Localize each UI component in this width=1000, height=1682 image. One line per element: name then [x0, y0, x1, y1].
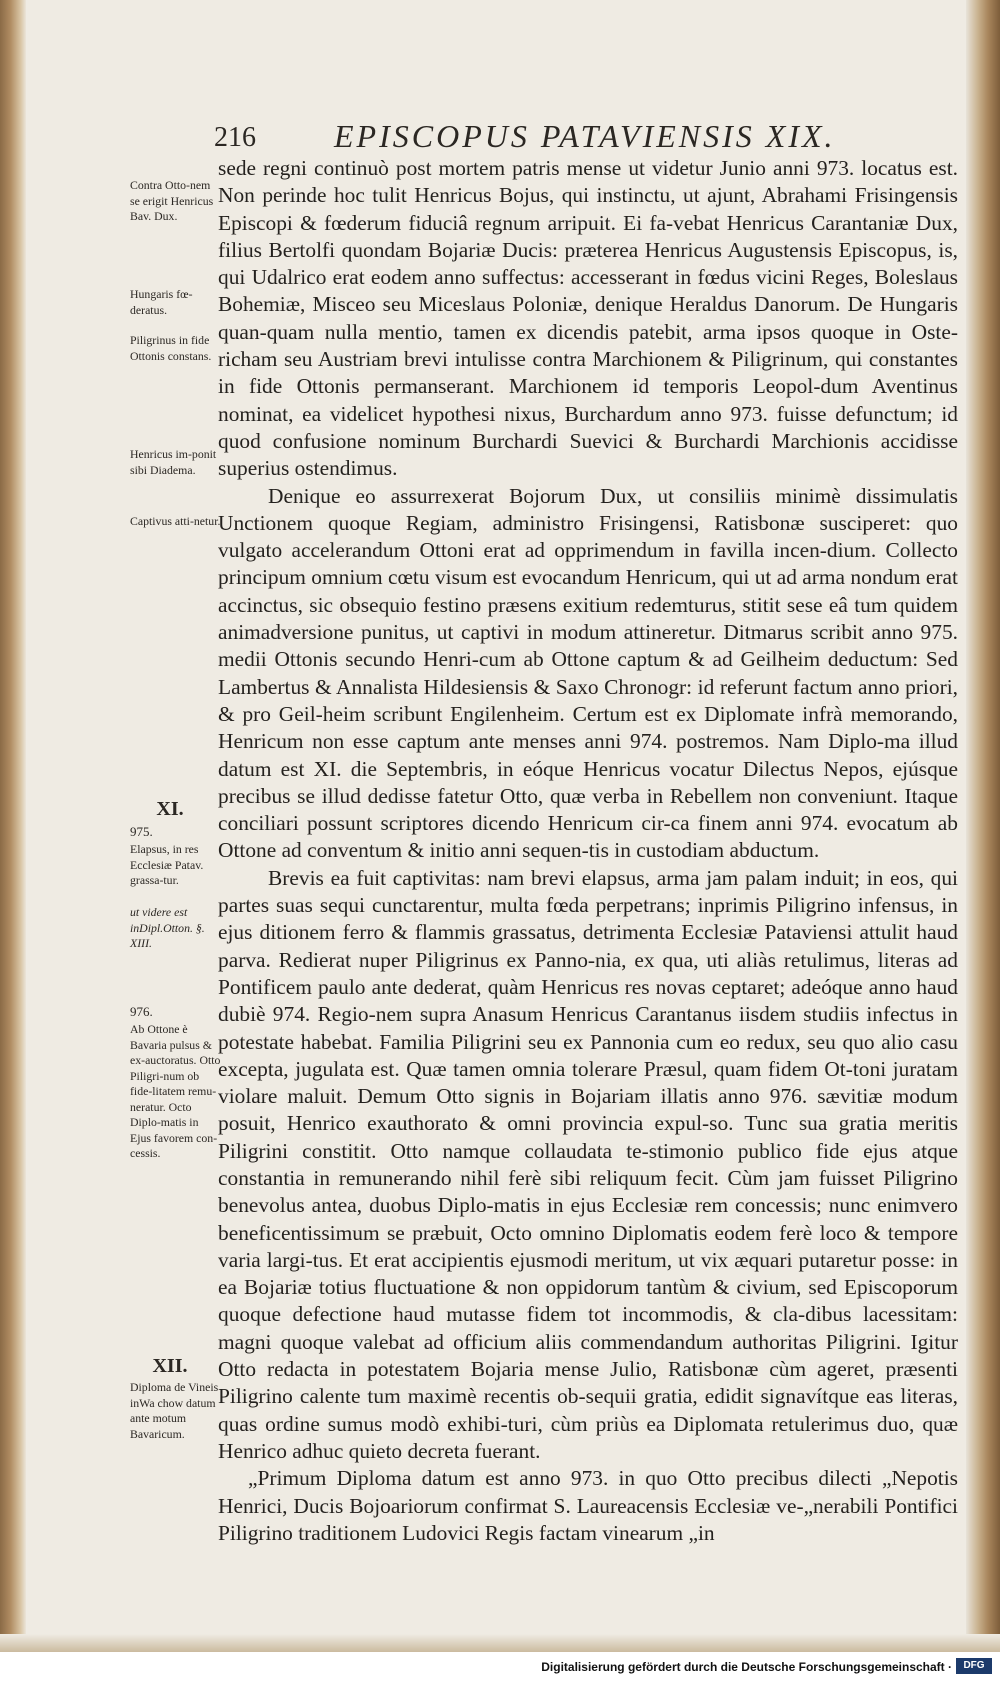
running-title: EPISCOPUS PATAVIENSIS XIX. [334, 118, 836, 154]
sidenote: Ab Ottone è Bavaria pulsus & ex-auctoratus. Otto Piligri-num ob fide-litatem remu-neratur. Octo Diplo-matis in Ejus favorem con-cessis. [130, 1022, 221, 1160]
sidenote: Captivus atti-netur. [130, 514, 221, 528]
page-number: 216 [214, 122, 256, 153]
page-edge [966, 0, 1000, 1652]
sidenote-reference: ut videre est inDipl.Otton. §. XIII. [130, 905, 205, 950]
sidenote-year: 976. [130, 1004, 153, 1019]
sidenote: Henricus im-ponit sibi Diadema. [130, 447, 217, 477]
paragraph: „Primum Diploma datum est anno 973. in quo Otto precibus dilecti „Nepotis Henrici, Ducis Bojoariorum confirmat S. Laureacensis Ecclesiæ ve-„nerabili Pontifici Piligrino traditionem Ludovici Regis factam vinearum „in [218, 1466, 958, 1545]
sidenote: Piligrinus in fide Ottonis constans. [130, 333, 212, 363]
section-number: XII. [152, 1355, 188, 1377]
sidenote-year: 975. [130, 824, 153, 839]
funding-credit: Digitalisierung gefördert durch die Deutsche Forschungsgemeinschaft · [541, 1660, 952, 1674]
paragraph: sede regni continuò post mortem patris mense ut videtur Junio anni 973. locatus est. Non perinde hoc tulit Henricus Bojus, qui instinctu, ut ajunt, Abrahami Frisingensis Episcopi & fœderum fiduciâ regnum arripuit. Ei fa-vebat Henricus Carantaniæ Dux, filius Bertolfi quondam Bojariæ Ducis: præterea Henricus Augustensis Episcopus, is, qui Udalrico erat eodem anno suffectus: accesserant in fœdus vicini Reges, Boleslaus Bohemiæ, Misceo seu Miceslaus Poloniæ, denique Heraldus Danorum. De Hungaris quan-quam nulla mentio, tamen ex dicendis patebit, arma ipsos quoque in Oste-richam seu Austriam brevi intulisse contra Marchionem & Piligrinum, qui constantes in fide Ottonis permanserant. Marchionem id temporis Leopol-dum Aventinus nominat, ea videlicet hypothesi nixus, Burchardum anno 973. fuisse defunctum; id quod confusione nominum Burchardi Suevici & Burchardi Marchionis accidisse superius ostendimus. [218, 156, 958, 481]
digitization-footer [0, 1652, 1000, 1682]
paragraph: Denique eo assurrexerat Bojorum Dux, ut consiliis minimè dissimulatis Unctionem quoque Regiam, administro Frisingensi, Ratisbonæ susciperet: quo vulgato accelerandum Ottoni erat ad opprimendum in favilla incen-dium. Collecto principum omnium cœtu visum est evocandum Henricum, qui ut ad arma nondum erat accinctus, sic obsequio festino præsens exitium redemturus, stitit sese eâ tum quidem animadversione punitus, ut captivi in modum attineretur. Ditmarus scribit anno 975. medii Ottonis secundo Henri-cum ab Ottone captum & ad Geilheim deductum: Sed Lambertus & Annalista Hildesiensis & Saxo Chronogr: id referunt factum anno priori, & pro Geil-heim scribunt Engilenheim. Certum est ex Diplomate infrà memorando, Henricum non esse captum ante menses anni 974. postremos. Nam Diplo-ma illud datum est XI. die Septembris, in eóque Henricus vocatur Dilectus Nepos, ejúsque precibus se illud dedisse fatetur Otto, quæ verba in Rebellem non conveniunt. Itaque conciliari possunt scriptores dicendo Henricum cir-ca finem anni 974. evocatum ab Ottone ad conventum & initio anni sequen-tis in custodiam abductum. [218, 483, 958, 863]
page-bottom-edge [0, 1634, 1000, 1652]
paragraph: Brevis ea fuit captivitas: nam brevi elapsus, arma jam palam induit; in eos, qui partes suas sequi cunctarentur, multa fœda perpetrans; inprimis Piligrino infensus, in ejus ditionem ferro & flammis grassatus, detrimenta Ecclesiæ Pataviensi attulit haud parva. Redierat nuper Piligrinus ex Panno-nia, ex qua, uti aliàs retulimus, literas ad Pontificem paulo ante dederat, quàm Henricus res novas ceptaret; adeóque anno haud dubiè 974. Regio-nem supra Anasum Henricus Carantanus iisdem studiis infectus in potestate habebat. Familia Piligrini seu ex Pannonia cum eo redux, seu quo alio casu excepta, jugulata est. Quæ tamen omnia tolerare Præsul, quam fidem Ot-toni juratam violare maluit. Demum Otto signis in Bojariam illatis anno 976. sævitiæ modum posuit, Henrico exauthorato & omni provincia expul-so. Tunc sua gratia meritis Piligrini constitit. Otto namque collaudata te-stimonio publico fide ejus atque constantia in remunerando nihil ferè sibi reliquum fecit. Cùm jam fuisset Piligrino benevolus antea, duobus Diplo-matis in ejus Ecclesiæ rem concessis; nunc enimvero beneficentissimum se præbuit, Octo omnino Diplomatis eodem ferè loco & tempore varia largi-tus. Et erat accipientis ejusmodi meritum, ut vix æquari putaretur posse: in ea Bojariæ totius fluctuatione & non oppidorum tantùm & civium, sed Episcoporum quoque defectione haud mutasse fidem tot incommodis, & cla-dibus lacessitam: magni quoque valebat ad officium aliis commendandum authoritas Piligrini. Igitur Otto redacta in potestatem Bojaria mense Julio, Ratisbonæ cùm ageret, præsenti Piligrino calente tum maximè recentis ob-sequii gratia, edidit signavítque eas literas, quas ordine sumus modò exhibi-turi, cùm priùs ea Diplomata retulerimus duo, quæ Henrico adhuc quieto decreta fuerant. [218, 865, 958, 1463]
section-number: XI. [156, 798, 184, 820]
sidenote: Elapsus, in res Ecclesiæ Patav. grassa-tur. [130, 842, 204, 887]
dfg-logo-icon: DFG [956, 1658, 992, 1674]
sidenote: Hungaris fœ-deratus. [130, 287, 193, 317]
sidenote: Contra Otto-nem se erigit Henricus Bav. Dux. [130, 178, 214, 223]
page-header [214, 118, 914, 158]
book-spine-shadow [0, 0, 26, 1652]
body-text [218, 155, 958, 1547]
sidenote: Diploma de Vineis inWa chow datum ante motum Bavaricum. [130, 1380, 219, 1441]
